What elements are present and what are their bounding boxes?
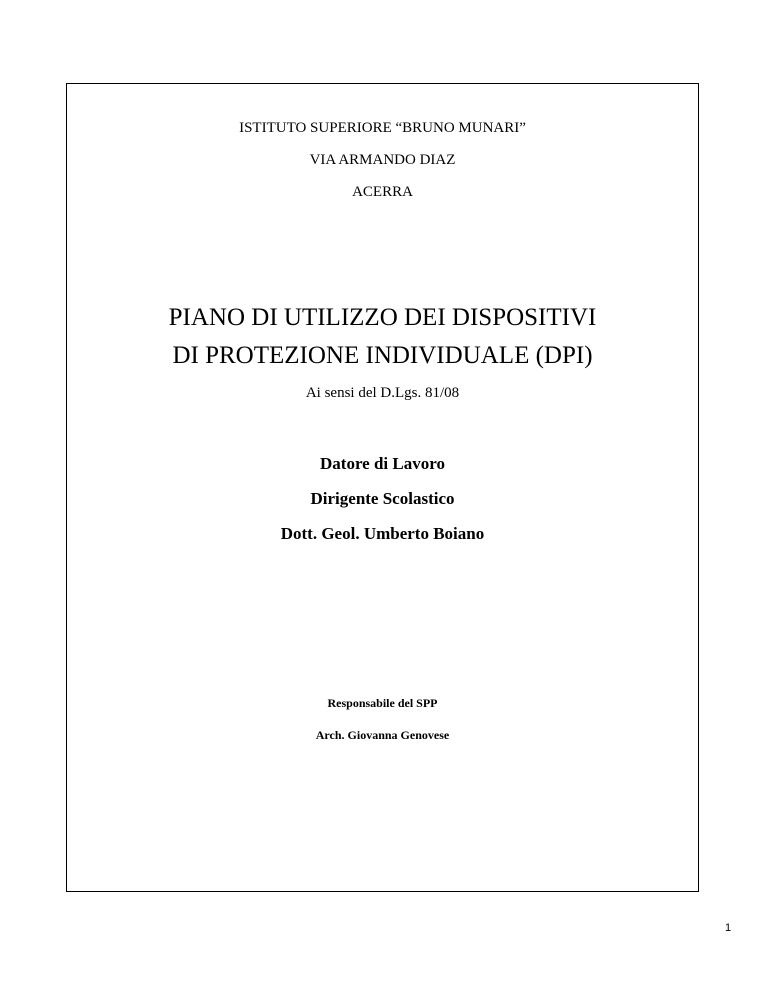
spp-role: Responsabile del SPP bbox=[327, 696, 438, 710]
document-subtitle: Ai sensi del D.Lgs. 81/08 bbox=[305, 385, 460, 401]
institute-city: ACERRA bbox=[352, 184, 413, 200]
cover-frame bbox=[66, 83, 699, 892]
document-title-line-2: DI PROTEZIONE INDIVIDUALE (DPI) bbox=[172, 342, 593, 369]
spp-name: Arch. Giovanna Genovese bbox=[315, 728, 450, 742]
institute-address: VIA ARMANDO DIAZ bbox=[309, 152, 456, 168]
employer-role: Datore di Lavoro bbox=[320, 454, 445, 473]
institute-name: ISTITUTO SUPERIORE “BRUNO MUNARI” bbox=[239, 120, 526, 136]
document-title-line-1: PIANO DI UTILIZZO DEI DISPOSITIVI bbox=[168, 304, 597, 331]
employer-position: Dirigente Scolastico bbox=[310, 489, 455, 508]
employer-name: Dott. Geol. Umberto Boiano bbox=[280, 524, 485, 543]
page-number: 1 bbox=[724, 922, 732, 934]
